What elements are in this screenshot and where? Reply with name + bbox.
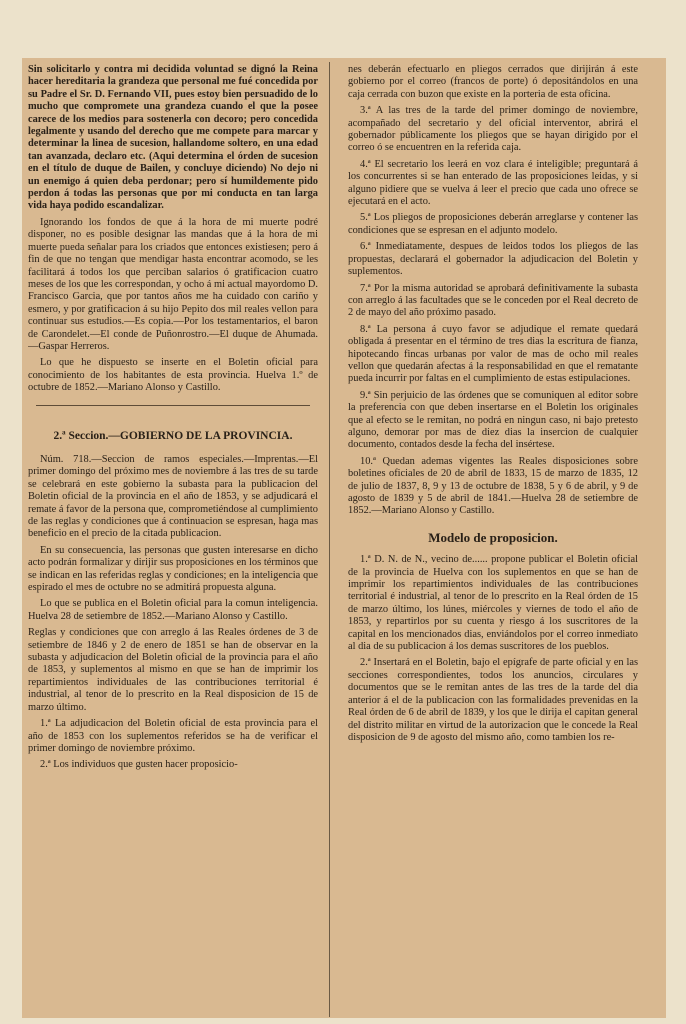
section-title: 2.ª Seccion.—GOBIERNO DE LA PROVINCIA. — [53, 429, 293, 442]
rule-8: 8.ª La persona á cuyo favor se adjudique el remate quedará obligada á presentar en el término de tres dias la escritura de fianza, hipotecando fincas urbanas por valor de mas de ocho mil reales vellon que quedarán afectas á la responsabilidad en que el rematante pueda incurrir por faltas en el cumplimiento de estas estipulaciones. — [348, 323, 638, 385]
rule-1: 1.ª La adjudicacion del Boletin oficial de esta provincia para el año de 1853 con los suplementos referidos se ha de verificar el primer domingo de noviembre próximo. — [28, 718, 318, 754]
right-column — [348, 64, 638, 1014]
servants-paragraph: Ignorando los fondos de que á la hora de mi muerte podré disponer, no es posible designar las mandas que á la hora de mi muerte pueda señalar para los criados que entonces existiesen; pero á fin de que no tengan que mendigar hasta encontrar acomodo, se les facilitará á todos los que perciban salarios ó gratificacion cuatro meses de los que les correspondan, y ocho á mi actual mayordomo D. Francisco Garcia, que por tantos años me ha cuidado con cariño y esmero, y por gratificacion á su hijo Pepito dos mil reales vellon para continuar sus estudios.—Es copia.—Por los testamentarios, el baron de Carondelet.—El conde de Puñonrostro.—El duque de Ahumada.—Gaspar Herreros. — [28, 216, 318, 352]
model-item-1: 1.ª D. N. de N., vecino de...... propone publicar el Boletin oficial de la provincia de Huelva con los suplementos en que se han de imprimir los repartimientos individuales de las contribuciones territorial é industrial, al tenor de lo prescrito en la Real órden de 15 de marzo último, los lúnes, miércoles y viernes de todo el año de 1853, y repartirlos por su cuenta y riesgo á los suscritores de la capital en los mencionados dias, enviándolos por el correo inmediato al dia de su publicacion á los demas suscritores de los pueblos. — [348, 554, 638, 653]
consequence-paragraph: En su consecuencia, las personas que gusten interesarse en dicho acto podrán formalizar y dirijir sus proposiciones en los términos que se indican en las referidas reglas y condiciones; en la inteligencia que espirado el mes de octubre no se admitirá propuesta alguna. — [28, 544, 318, 594]
model-item-2: 2.ª Insertará en el Boletin, bajo el epígrafe de parte oficial y en las secciones correspondientes, todos los anuncios, circulares y documentos que se le remitan antes de las tres de la tarde del dia anterior á el de la publicacion con las formalidades prevenidas en la Real órden de 6 de abril de 1839, y los que le dirija el capitan general del distrito militar en virtud de la autorizacion que le concede la Real disposicion de 9 de agosto del mismo año, como tambien los re- — [348, 657, 638, 743]
publication-note: Lo que he dispuesto se inserte en el Boletin oficial para conocimiento de los habitantes de esta provincia. Huelva 1.º de octubre de 1852.—Mariano Alonso y Castillo. — [28, 357, 318, 394]
testament-paragraph: Sin solicitarlo y contra mi decidida voluntad se dignó la Reina hacer hereditaria la grandeza que personal me fué concedida por su Padre el Sr. D. Fernando VII, pues estoy bien persuadido de lo mucho que compromete una grandeza cuando el que la posee carece de los medios para sostenerla con decoro; pero concedida legalmente y usando del derecho que me compete para marcar y determinar la linea de sucesion, hallandome soltero, en una edad tan avanzada, declaro etc. (Aqui determina el órden de sucesion en el título de duque de Bailen, y concluye diciendo) No dejo ni un enemigo á quien deba perdonar; pero sí humildemente pido perdon á todas las personas que por mi conducta en tan larga vida haya podido escandalizar. — [28, 64, 318, 212]
left-column — [28, 64, 318, 1014]
rule-2-continued: nes deberán efectuarlo en pliegos cerrados que dirijirán á este gobierno por el correo (francos de porte) ó depositándolos en una caja cerrada con buzon que existe en la porteria de esta oficina. — [348, 64, 638, 100]
rules-heading-paragraph: Reglas y condiciones que con arreglo á las Reales órdenes de 3 de setiembre de 1846 y 2 de enero de 1851 se han de observar en la subasta y adjudicacion del Boletin oficial de la provincia para el año de 1853, y suplementos al mismo en que se han de imprimir los repartimientos individuales de las contribuciones territorial é industrial, al tenor de lo prescrito en la Real disposicion de 15 de marzo último. — [28, 627, 318, 713]
rule-10: 10.ª Quedan ademas vigentes las Reales disposiciones sobre boletines oficiales de 20 de abril de 1833, 15 de marzo de 1835, 12 de julio de 1837, 8, 9 y 13 de octubre de 1838, 5 y 6 de abril, y 9 de agosto de 1839 y 5 de abril de 1841.—Huelva 28 de setiembre de 1852.—Mariano Alonso y Castillo. — [348, 455, 638, 517]
section-rule — [36, 405, 310, 406]
model-heading: Modelo de proposicion. — [428, 529, 558, 545]
rule-2: 2.ª Los individuos que gusten hacer proposicio- — [40, 759, 238, 771]
rule-4: 4.ª El secretario los leerá en voz clara é inteligible; preguntará á los concurrentes si se han enterado de las proposiciones leidas, y si alguno pidiere que se vuelva á leer el precio que cada uno ofrece se ejecutará en el acto. — [348, 158, 638, 208]
rule-9: 9.ª Sin perjuicio de las órdenes que se comuniquen al editor sobre la preferencia con que deben insertarse en el Boletin los originales que al efecto se le remitan, no podrá en ningun caso, ni bajo pretesto alguno, demorar por mas de diez dias la insercion de cualquier documento, contados desde la fecha del insértese. — [348, 389, 638, 451]
publication-paragraph: Lo que se publica en el Boletin oficial para la comun inteligencia. Huelva 28 de setiembre de 1852.—Mariano Alonso y Castillo. — [28, 598, 318, 622]
rule-7: 7.ª Por la misma autoridad se aprobará definitivamente la subasta con arreglo á las facultades que se le conceden por el Real decreto de 2 de mayo del año próximo pasado. — [348, 282, 638, 319]
rule-5: 5.ª Los pliegos de proposiciones deberán arreglarse y contener las condiciones que se espresan en el adjunto modelo. — [348, 212, 638, 236]
column-divider — [329, 62, 330, 1017]
rule-3: 3.ª A las tres de la tarde del primer domingo de noviembre, acompañado del secretario y del oficial interventor, abrirá el gobernador públicamente los pliegos que se hayan dirigido por el correo ó se encuentren en la referida caja. — [348, 105, 638, 154]
rule-6: 6.ª Inmediatamente, despues de leidos todos los pliegos de las propuestas, declarará el gobernador la adjudicacion del Boletin y suplementos. — [348, 241, 638, 278]
notice-paragraph: Núm. 718.—Seccion de ramos especiales.—Imprentas.—El primer domingo del próximo mes de noviembre á las tres de su tarde se celebrará en este gobierno la subasta para la publicacion del Boletin oficial de la provincia en el año de 1853, y se adjudicará el remate á favor de la persona que, comprometiéndose al cumplimiento de las reglas y condiciones que á continuacion se espresan, haga mas beneficio en el precio de la citada publicacion. — [28, 453, 318, 540]
